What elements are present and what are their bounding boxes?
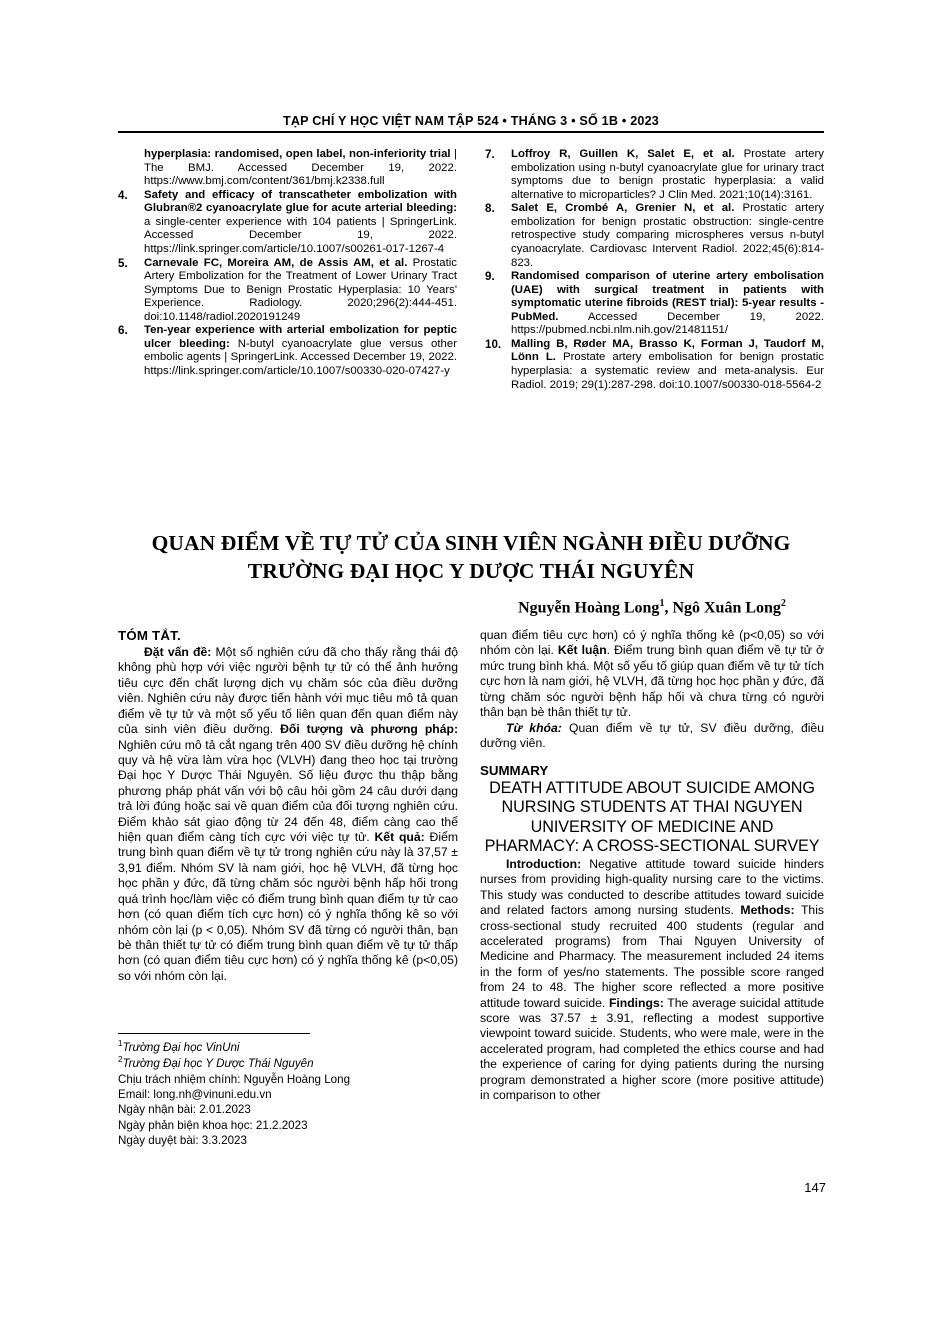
text-introduction: Negative attitude toward suicide hinders nurses from providing high-quality nursing care to the victims. This study was conducted to describe attitudes toward suicide and related factors among nursing students. bbox=[480, 856, 824, 918]
reference-text bbox=[144, 257, 457, 325]
text-conclusion: . Điểm trung bình quan điểm về tự tử ở mức trung bình khá. Một số yếu tố giúp quan điểm về tự tử tích cực hơn là nam giới, hệ VLVH, đã từng học học phần y đức, đã từng chăm sóc người bệnh hấp hối và chưa từng có người thân bạn bè thân thiết tự tử. bbox=[480, 643, 825, 720]
running-head-block bbox=[118, 114, 824, 133]
label-methods: Đối tượng và phương pháp: bbox=[280, 722, 459, 737]
affiliation-2 bbox=[118, 1055, 458, 1071]
reference-text bbox=[511, 270, 824, 338]
author-1-affiliation-marker: 1 bbox=[659, 598, 665, 609]
label-results: Kết quả: bbox=[374, 830, 425, 845]
reference-detail: Prostatic Artery Embolization for the Treatment of Lower Urinary Tract Symptoms Due to Benign Prostatic Hyperplasia: 10 Years' Experience. Radiology. 2020;296(2):444-451. doi:10.1148/radiol.2020191249 bbox=[144, 256, 457, 323]
author-2-affiliation-marker: 2 bbox=[780, 598, 786, 609]
reference-entry bbox=[485, 202, 824, 270]
reference-title: Ten-year experience with arterial embolization for peptic ulcer bleeding: bbox=[144, 324, 457, 350]
affiliation-2-text: Trường Đại học Y Dược Thái Nguyên bbox=[122, 1057, 314, 1071]
label-findings: Findings: bbox=[608, 995, 664, 1010]
summary-title bbox=[480, 779, 824, 855]
reference-title: Randomised comparison of uterine artery embolisation (UAE) with surgical treatment in patients with symptomatic uterine fibroids (REST trial): 5-year results - PubMed. bbox=[511, 270, 824, 323]
text-methods-en: This cross-sectional study recruited 400 students (regular and accelerated programs) from Thai Nguyen University of Medicine and Pharmacy. The measurement included 24 items in the form of yes/no statements. The possible score ranged from 24 to 48. The higher score reflected a more positive attitude toward suicide. bbox=[480, 903, 824, 1010]
affiliation-1-text: Trường Đại học VinUni bbox=[122, 1040, 240, 1054]
references-left-column bbox=[118, 148, 457, 392]
reference-entry bbox=[118, 148, 457, 189]
footnote-divider bbox=[118, 1033, 310, 1034]
reference-number: 6. bbox=[118, 324, 128, 338]
date-reviewed: Ngày phản biện khoa học: 21.2.2023 bbox=[118, 1118, 308, 1132]
label-methods-en: Methods: bbox=[740, 903, 795, 918]
reference-title: Carnevale FC, Moreira AM, de Assis AM, et al. bbox=[144, 256, 408, 269]
corresponding-author: Chịu trách nhiệm chính: Nguyễn Hoàng Long bbox=[118, 1072, 351, 1086]
article-title-line-1: QUAN ĐIỂM VỀ TỰ TỬ CỦA SINH VIÊN NGÀNH ĐIỀU DƯỠNG bbox=[151, 531, 791, 555]
text-methods: Nghiên cứu mô tả cắt ngang trên 400 SV điều dưỡng hệ chính quy và hệ vừa làm vừa học (VLVH) đang theo học tại trường Đại học Y Dược Thái Nguyên. Số liệu được thu thập bằng phương pháp phát vấn với bộ câu hỏi gồm 24 câu dưới dạng trả lời đúng hoặc sai về quan điểm của đối tượng nghiên cứu. Điểm khảo sát giao động từ 24 đến 48, điểm càng cao thể hiện quan điểm càng tích cực với việc tự tử. bbox=[118, 737, 458, 845]
summary-heading: SUMMARY bbox=[480, 763, 549, 779]
reference-title: Loffroy R, Guillen K, Salet E, et al. bbox=[511, 148, 735, 160]
page-number: 147 bbox=[804, 1180, 826, 1195]
reference-text bbox=[511, 202, 824, 270]
reference-entry bbox=[485, 270, 824, 338]
article-title-line-2: TRƯỜNG ĐẠI HỌC Y DƯỢC THÁI NGUYÊN bbox=[247, 558, 695, 583]
keywords-line bbox=[480, 721, 824, 752]
corresponding-email[interactable]: Email: long.nh@vinuni.edu.vn bbox=[118, 1087, 272, 1101]
reference-text bbox=[511, 148, 824, 202]
affiliation-1 bbox=[118, 1039, 458, 1055]
text-findings: The average suicidal attitude score was 37.57 ± 3.91, reflecting a modest supportive viewpoint toward suicide. Students, who were male, were in the accelerated program, had completed the ethics course and had the experience of caring for dying patients during the nursing program demonstrated a higher score (more positive attitude) in comparison to other bbox=[480, 995, 824, 1103]
date-received: Ngày nhận bài: 2.01.2023 bbox=[118, 1103, 251, 1117]
affiliation-2-marker: 2 bbox=[118, 1055, 123, 1065]
reference-entry bbox=[118, 324, 457, 378]
reference-text bbox=[144, 148, 457, 189]
summary-title-line-4: PHARMACY: A CROSS-SECTIONAL SURVEY bbox=[484, 836, 820, 855]
summary-title-line-2: NURSING STUDENTS AT THAI NGUYEN bbox=[501, 798, 803, 817]
date-accepted: Ngày duyệt bài: 3.3.2023 bbox=[118, 1134, 247, 1148]
references-section bbox=[118, 148, 824, 392]
reference-detail: Accessed December 19, 2022. https://pubmed.ncbi.nlm.nih.gov/21481151/ bbox=[511, 310, 824, 337]
text-background: Một số nghiên cứu đã cho thấy rằng thái độ không phù hợp với việc người bệnh tự tử có thể ảnh hưởng tiêu cực đến chất lượng dịch vụ chăm sóc của điều dưỡng viên. Nghiên cứu này được tiến hành với mục tiêu mô tả quan điểm về tự tử và một số yếu tố liên quan đến quan điểm này của sinh viên điều dưỡng. bbox=[118, 645, 458, 737]
header-divider bbox=[118, 131, 824, 133]
reference-number bbox=[118, 148, 144, 189]
summary-body bbox=[480, 857, 824, 1104]
affiliation-1-marker: 1 bbox=[118, 1039, 123, 1048]
reference-number: 10. bbox=[485, 337, 502, 351]
reference-entry bbox=[118, 257, 457, 325]
author-byline bbox=[480, 598, 824, 617]
summary-title-line-1: DEATH ATTITUDE ABOUT SUICIDE AMONG bbox=[489, 779, 815, 798]
author-1-name: Nguyễn Hoàng Long bbox=[518, 599, 660, 617]
reference-title: hyperplasia: randomised, open label, non-inferiority trial bbox=[144, 148, 451, 160]
author-2-name: , Ngô Xuân Long bbox=[664, 599, 781, 617]
label-conclusion: Kết luận bbox=[557, 643, 607, 658]
text-results-continued: quan điểm tiêu cực hơn) có ý nghĩa thống kê (p<0,05) so với nhóm còn lại. bbox=[480, 628, 824, 658]
reference-number: 8. bbox=[485, 202, 495, 216]
right-body-column bbox=[480, 628, 824, 1104]
reference-title: Malling B, Røder MA, Brasso K, Forman J, Taudorf M, Lönn L. bbox=[511, 337, 824, 364]
footnote-block bbox=[118, 1039, 458, 1149]
reference-detail: N-butyl cyanoacrylate glue versus other embolic agents | SpringerLink. Accessed December 19, 2022. https://link.springer.com/article/10.1007/s00330-020-07427-y bbox=[144, 337, 458, 377]
summary-title-line-3: UNIVERSITY OF MEDICINE AND bbox=[530, 817, 774, 836]
text-keywords: Quan điểm về tự tử, SV điều dưỡng, điều dưỡng viên. bbox=[480, 720, 824, 750]
label-keywords: Từ khóa: bbox=[506, 720, 562, 735]
reference-detail: Prostatic artery embolization for benign prostatic obstruction: single-centre retrospective study comparing microspheres versus n-butyl cyanoacrylate. Cardiovasc Intervent Radiol. 2022;45(6):814-823. bbox=[511, 202, 824, 269]
abstract-heading-suffix: . bbox=[177, 628, 181, 643]
abstract-heading bbox=[118, 628, 458, 643]
reference-text bbox=[144, 189, 457, 257]
article-title bbox=[118, 530, 824, 585]
text-results: Điểm trung bình quan điểm về tự tử trong nghiên cứu này là 37,57 ± 3,91 điểm. Nhóm SV là nam giới, học hệ VLVH, đã từng học học phần y đức, đã từng chăm sóc người bệnh hấp hối trong quá trình học/làm việc có điểm trung bình quan điểm tự tử cao hơn (có quan điểm tích cực hơn) có ý nghĩa thống kê so với nhóm còn lại (p < 0,05). Nhóm SV đã từng có người thân, bạn bè thân thiết tự tử có điểm trung bình quan điểm về tự tử thấp hơn (có quan điểm tiêu cực hơn) có ý nghĩa thống kê (p<0,05) so với nhóm còn lại. bbox=[118, 830, 458, 983]
reference-entry bbox=[485, 338, 824, 392]
reference-detail: Prostate artery embolisation for benign prostatic hyperplasia: a systematic review and meta-analysis. Eur Radiol. 2019; 29(1):287-298. doi:10.1007/s00330-018-5564-2 bbox=[511, 351, 824, 391]
abstract-heading-text: TÓM TẮT bbox=[118, 628, 178, 643]
reference-entry bbox=[118, 189, 457, 257]
reference-number: 7. bbox=[485, 148, 495, 161]
reference-entry bbox=[485, 148, 824, 202]
running-head-text: TẠP CHÍ Y HỌC VIỆT NAM TẬP 524 • THÁNG 3 • SỐ 1B • 2023 bbox=[282, 114, 660, 128]
abstract-body bbox=[118, 645, 458, 984]
abstract-continuation bbox=[480, 628, 824, 721]
left-body-column bbox=[118, 628, 458, 984]
reference-number: 4. bbox=[118, 188, 128, 202]
reference-detail: | The BMJ. Accessed December 19, 2022. https://www.bmj.com/content/361/bmj.k2338.full bbox=[144, 148, 458, 188]
references-right-column bbox=[485, 148, 824, 392]
reference-title: Salet E, Crombé A, Grenier N, et al. bbox=[511, 202, 735, 215]
reference-detail: a single-center experience with 104 patients | SpringerLink. Accessed December 19, 2022. https://link.springer.com/article/10.1007/s00261-017-1267-4 bbox=[144, 215, 457, 255]
reference-number: 9. bbox=[485, 270, 495, 284]
reference-detail: Prostate artery embolization using n-butyl cyanoacrylate glue for urinary tract symptoms due to benign prostatic hyperplasia: a valid alternative to microparticles? J Clin Med. 2021;10(14):3161. bbox=[511, 148, 824, 201]
reference-number: 5. bbox=[118, 256, 128, 270]
reference-text bbox=[511, 338, 824, 392]
label-background: Đặt vấn đề: bbox=[144, 645, 212, 659]
label-introduction: Introduction: bbox=[506, 856, 582, 871]
reference-title: Safety and efficacy of transcatheter embolization with Glubran®2 cyanoacrylate glue for acute arterial bleeding: bbox=[144, 188, 457, 215]
reference-text bbox=[144, 324, 457, 378]
